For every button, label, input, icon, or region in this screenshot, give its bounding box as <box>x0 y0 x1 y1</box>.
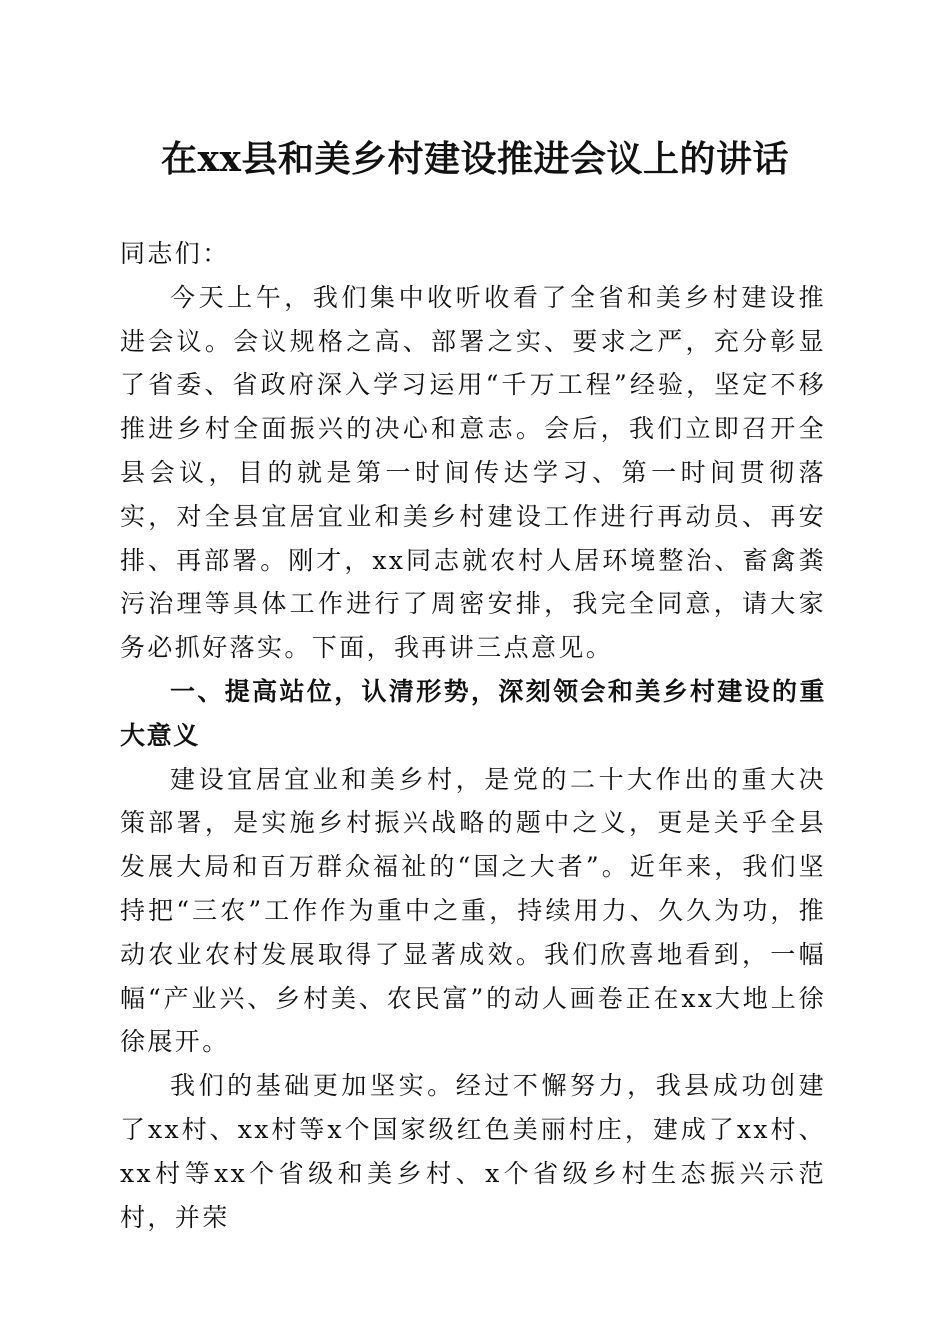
intro-paragraph: 今天上午，我们集中收听收看了全省和美乡村建设推进会议。会议规格之高、部署之实、要求之严，充分彰显了省委、省政府深入学习运用“千万工程”经验，坚定不移推进乡村全面振兴的决心和意志。会后，我们立即召开全县会议，目的就是第一时间传达学习、第一时间贯彻落实，对全县宜居宜业和美乡村建设工作进行再动员、再安排、再部署。刚才，xx同志就农村人居环境整治、畜禽粪污治理等具体工作进行了周密安排，我完全同意，请大家务必抓好落实。下面，我再讲三点意见。 <box>120 282 826 663</box>
section-1-paragraph-1: 建设宜居宜业和美乡村，是党的二十大作出的重大决策部署，是实施乡村振兴战略的题中之义，更是关乎全县发展大局和百万群众福祉的“国之大者”。近年来，我们坚持把“三农”工作作为重中之重，持续用力、久久为功，推动农业农村发展取得了显著成效。我们欣喜地看到，一幅幅“产业兴、乡村美、农民富”的动人画卷正在xx大地上徐徐展开。 <box>120 764 826 1057</box>
section-1-paragraph-2: 我们的基础更加坚实。经过不懈努力，我县成功创建了xx村、xx村等x个国家级红色美丽村庄，建成了xx村、xx村等xx个省级和美乡村、x个省级乡村生态振兴示范村，并荣 <box>120 1071 826 1232</box>
document-body <box>120 232 826 1239</box>
salutation: 同志们： <box>120 239 230 268</box>
document-title: 在xx县和美乡村建设推进会议上的讲话 <box>161 138 789 180</box>
section-heading-1: 一、提高站位，认清形势，深刻领会和美乡村建设的重大意义 <box>120 676 826 750</box>
